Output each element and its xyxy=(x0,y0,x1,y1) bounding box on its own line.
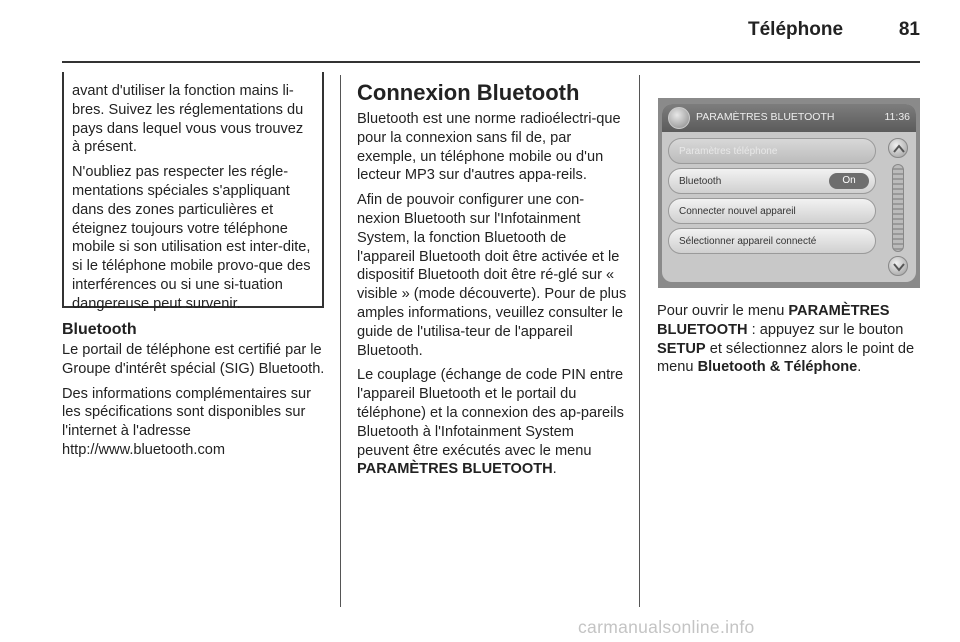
scrollbar[interactable] xyxy=(888,138,908,278)
bluetooth-paragraph-2: Des informations complémentaires sur les spécifications sont disponibles sur l'internet à l'adresse http://www.bluetooth.com xyxy=(62,385,311,458)
bluetooth-toggle[interactable] xyxy=(829,173,869,189)
scroll-down-icon[interactable] xyxy=(888,256,908,276)
open-menu-instructions xyxy=(657,302,922,377)
menu-item-label: Connecter nouvel appareil xyxy=(679,206,796,217)
connexion-p3-menu-name: PARAMÈTRES BLUETOOTH xyxy=(357,461,553,478)
instruction-menu-name: PARAMÈTRES BLUETOOTH xyxy=(657,303,890,338)
menu-item-bluetooth[interactable] xyxy=(668,168,876,194)
connexion-paragraph-1: Bluetooth est une norme radioélectri-que pour la connexion sans fil de, par exemple, un téléphone mobile ou d'un lecteur MP3 sur d'autres appa-reils. xyxy=(357,111,621,184)
column-divider-1 xyxy=(340,75,341,607)
connexion-p3-text: Le couplage (échange de code PIN entre l'appareil Bluetooth et le portail du téléphone) et la connexion des ap-pareils Bluetooth à l'Infotainment System peuvent être exécutés avec le menu xyxy=(357,367,624,459)
page-number: 81 xyxy=(898,19,920,40)
globe-icon xyxy=(668,107,690,129)
toggle-label: On xyxy=(842,175,856,186)
bluetooth-section xyxy=(62,320,328,466)
instruction-paragraph xyxy=(657,302,922,377)
screen-titlebar xyxy=(662,104,916,132)
connexion-section xyxy=(357,80,627,485)
screen-panel xyxy=(662,104,916,282)
instruction-text-2: : appuyez sur le bouton xyxy=(747,321,904,338)
menu-item-select-connected-device[interactable] xyxy=(668,228,876,254)
instruction-menu-item: Bluetooth & Téléphone xyxy=(697,359,858,376)
menu-item-label: Paramètres téléphone xyxy=(679,146,778,157)
connexion-p3-end: . xyxy=(552,461,557,478)
menu-item-connect-new-device[interactable] xyxy=(668,198,876,224)
header-rule xyxy=(62,61,920,63)
bluetooth-paragraph-1: Le portail de téléphone est certifié par le Groupe d'intérêt spécial (SIG) Bluetooth. xyxy=(62,342,325,377)
instruction-button-name: SETUP xyxy=(657,340,706,357)
section-heading-bluetooth: Bluetooth xyxy=(62,321,137,338)
instruction-text-4: . xyxy=(857,359,862,376)
note-box xyxy=(62,72,324,312)
connexion-paragraph-3 xyxy=(357,366,627,479)
section-heading-connexion: Connexion Bluetooth xyxy=(357,80,580,105)
watermark: carmanualsonline.info xyxy=(578,617,755,637)
bluetooth-settings-screenshot xyxy=(658,98,920,288)
note-paragraph-1: avant d'utiliser la fonction mains li-bres. Suivez les réglementations du pays dans lequel vous vous trouvez à présent. xyxy=(72,83,304,156)
menu-item-label: Bluetooth xyxy=(679,176,722,187)
scroll-up-icon[interactable] xyxy=(888,138,908,158)
note-paragraph-2: N'oubliez pas respecter les régle-mentations spéciales s'appliquant dans des zones particulières et éteignez toujours votre téléphone mobile si son utilisation est inter-dite, si le téléphone mobile provo-que des interférences ou si une si-tuation dangereuse peut survenir. xyxy=(72,164,311,312)
menu-item-phone-settings[interactable] xyxy=(668,138,876,164)
menu-item-label: Sélectionner appareil connecté xyxy=(679,236,817,247)
scrollbar-track[interactable] xyxy=(892,164,904,252)
connexion-paragraph-2: Afin de pouvoir configurer une con-nexion Bluetooth sur l'Infotainment System, la fonction Bluetooth de l'appareil Bluetooth doit être activée et le dispositif Bluetooth doit être ré-glé sur « visible » (mode découverte). Pour de plus amples informations, veuillez consulter le guide de l'utilisa-teur de l'appareil Bluetooth. xyxy=(357,192,627,359)
instruction-text-1: Pour ouvrir le menu xyxy=(657,303,789,319)
instruction-text-3: et sélectionnez alors le point de menu xyxy=(657,340,915,376)
screen-title: PARAMÈTRES BLUETOOTH xyxy=(696,111,835,123)
screen-clock: 11:36 xyxy=(884,111,910,123)
column-divider-2 xyxy=(639,75,640,607)
page-header-title: Téléphone xyxy=(748,19,844,40)
